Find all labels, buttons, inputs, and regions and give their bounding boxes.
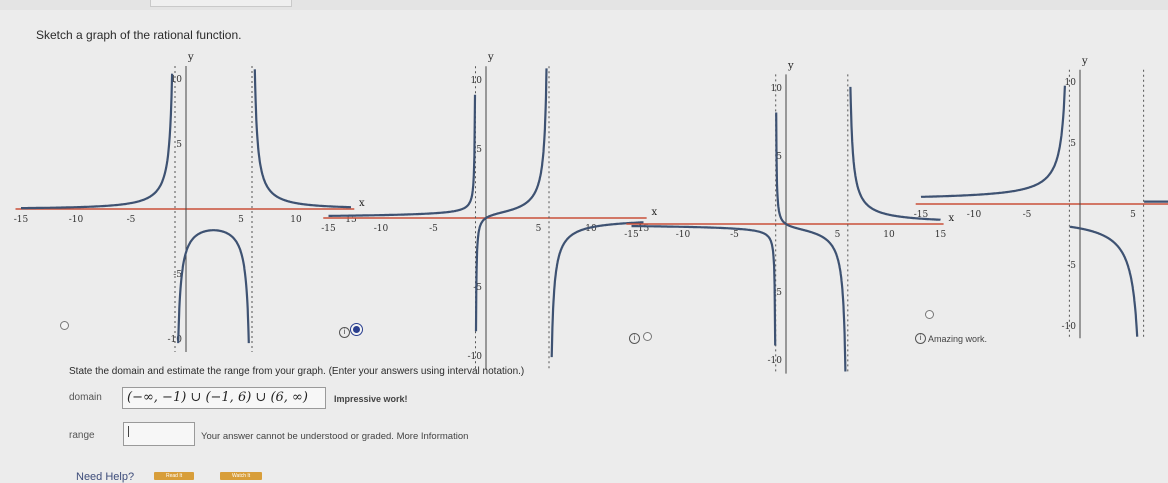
x-tick-label: 10 [585,224,597,234]
info-icon[interactable]: i [915,333,926,344]
x-tick-label: 10 [883,230,895,240]
x-tick-label: -5 [730,230,739,240]
y-tick-label: -10 [167,335,182,345]
y-tick-label: -10 [1061,322,1076,332]
domain-input[interactable] [122,387,326,409]
curve-segment-1 [21,74,172,208]
x-tick-label: 10 [290,215,302,225]
y-axis-label: y [788,60,794,72]
x-tick-label: -5 [126,215,136,225]
x-tick-label: -15 [624,230,639,240]
x-tick-label: 15 [637,224,650,234]
y-tick-label: 10 [170,75,182,85]
y-axis-label: y [1082,55,1088,67]
x-tick-label: -10 [966,210,982,220]
y-tick-label: 10 [1064,78,1076,88]
need-help-label: Need Help? [76,471,135,483]
x-tick-label: 5 [535,224,542,234]
x-axis-label: x [948,213,955,224]
y-axis-label: y [488,52,494,64]
y-tick-label: 5 [476,145,482,155]
y-tick-label: 5 [1070,139,1076,149]
x-tick-label: -15 [13,215,29,225]
x-tick-label: -15 [913,210,929,220]
domain-feedback: Impressive work! [334,394,408,404]
curve-segment-2 [476,68,547,331]
text-cursor [128,426,129,437]
y-tick-label: -5 [173,270,182,280]
graph-3-radio[interactable] [643,332,652,341]
read-it-button[interactable]: Read It [154,472,194,480]
top-strip [0,0,1168,10]
graph-2-radio[interactable] [353,326,360,333]
curve-segment-1 [329,95,476,216]
x-tick-label: -15 [321,224,336,234]
y-tick-label: -10 [467,352,482,362]
graph-feedback: Amazing work. [928,334,988,344]
x-tick-label: -10 [373,224,389,234]
x-tick-label: 15 [934,230,947,240]
range-feedback: Your answer cannot be understood or graded. More Information [201,431,469,442]
y-tick-label: -5 [773,288,782,298]
x-axis-label: x [359,198,365,209]
question-prompt: Sketch a graph of the rational function. [36,28,242,42]
y-tick-label: -5 [473,283,482,293]
info-icon[interactable]: i [629,333,640,344]
watch-it-button[interactable]: Watch It [220,472,262,480]
graph-choice-4[interactable] [913,55,1160,333]
curve-segment-1 [921,86,1065,197]
graph-4-radio[interactable] [925,310,934,319]
curve-segment-3 [850,87,940,220]
range-input[interactable] [123,422,195,446]
y-tick-label: -10 [767,356,782,366]
y-tick-label: 10 [470,76,482,86]
y-axis-label: y [188,52,194,63]
graph-choice-1-plot [13,52,365,345]
curve-segment-2 [776,113,845,372]
range-label: range [69,430,95,441]
graph-choice-2[interactable] [321,52,658,362]
x-tick-label: -5 [1022,210,1032,220]
curve-segment-2 [178,230,249,343]
instruction-text: State the domain and estimate the range from your graph. (Enter your answers using interval notation.) [69,366,525,377]
graph-choice-4-plot [913,55,1160,333]
x-tick-label: -10 [68,215,84,225]
domain-label: domain [69,392,102,403]
graph-1-radio[interactable] [60,321,69,330]
x-tick-label: 5 [238,215,244,225]
curve-segment-1 [632,226,776,345]
x-tick-label: 5 [1130,210,1136,220]
y-tick-label: 10 [770,84,782,94]
x-tick-label: 5 [834,230,841,240]
top-tab [150,0,292,7]
graph-choice-2-plot [321,52,658,362]
x-tick-label: -5 [429,224,438,234]
y-tick-label: -5 [1067,261,1076,271]
y-tick-label: 5 [776,152,782,162]
x-axis-label: x [651,207,658,218]
graph-choice-3[interactable] [624,58,955,366]
x-tick-label: 15 [345,215,357,225]
graph-choice-3-plot [624,58,955,366]
curve-segment-3 [255,69,351,207]
info-icon[interactable]: i [339,327,350,338]
x-tick-label: -10 [675,230,691,240]
y-tick-label: 5 [176,140,182,150]
graph-choice-1[interactable] [13,52,365,345]
domain-value: (−∞, −1) ∪ (−1, 6) ∪ (6, ∞) [127,390,308,405]
